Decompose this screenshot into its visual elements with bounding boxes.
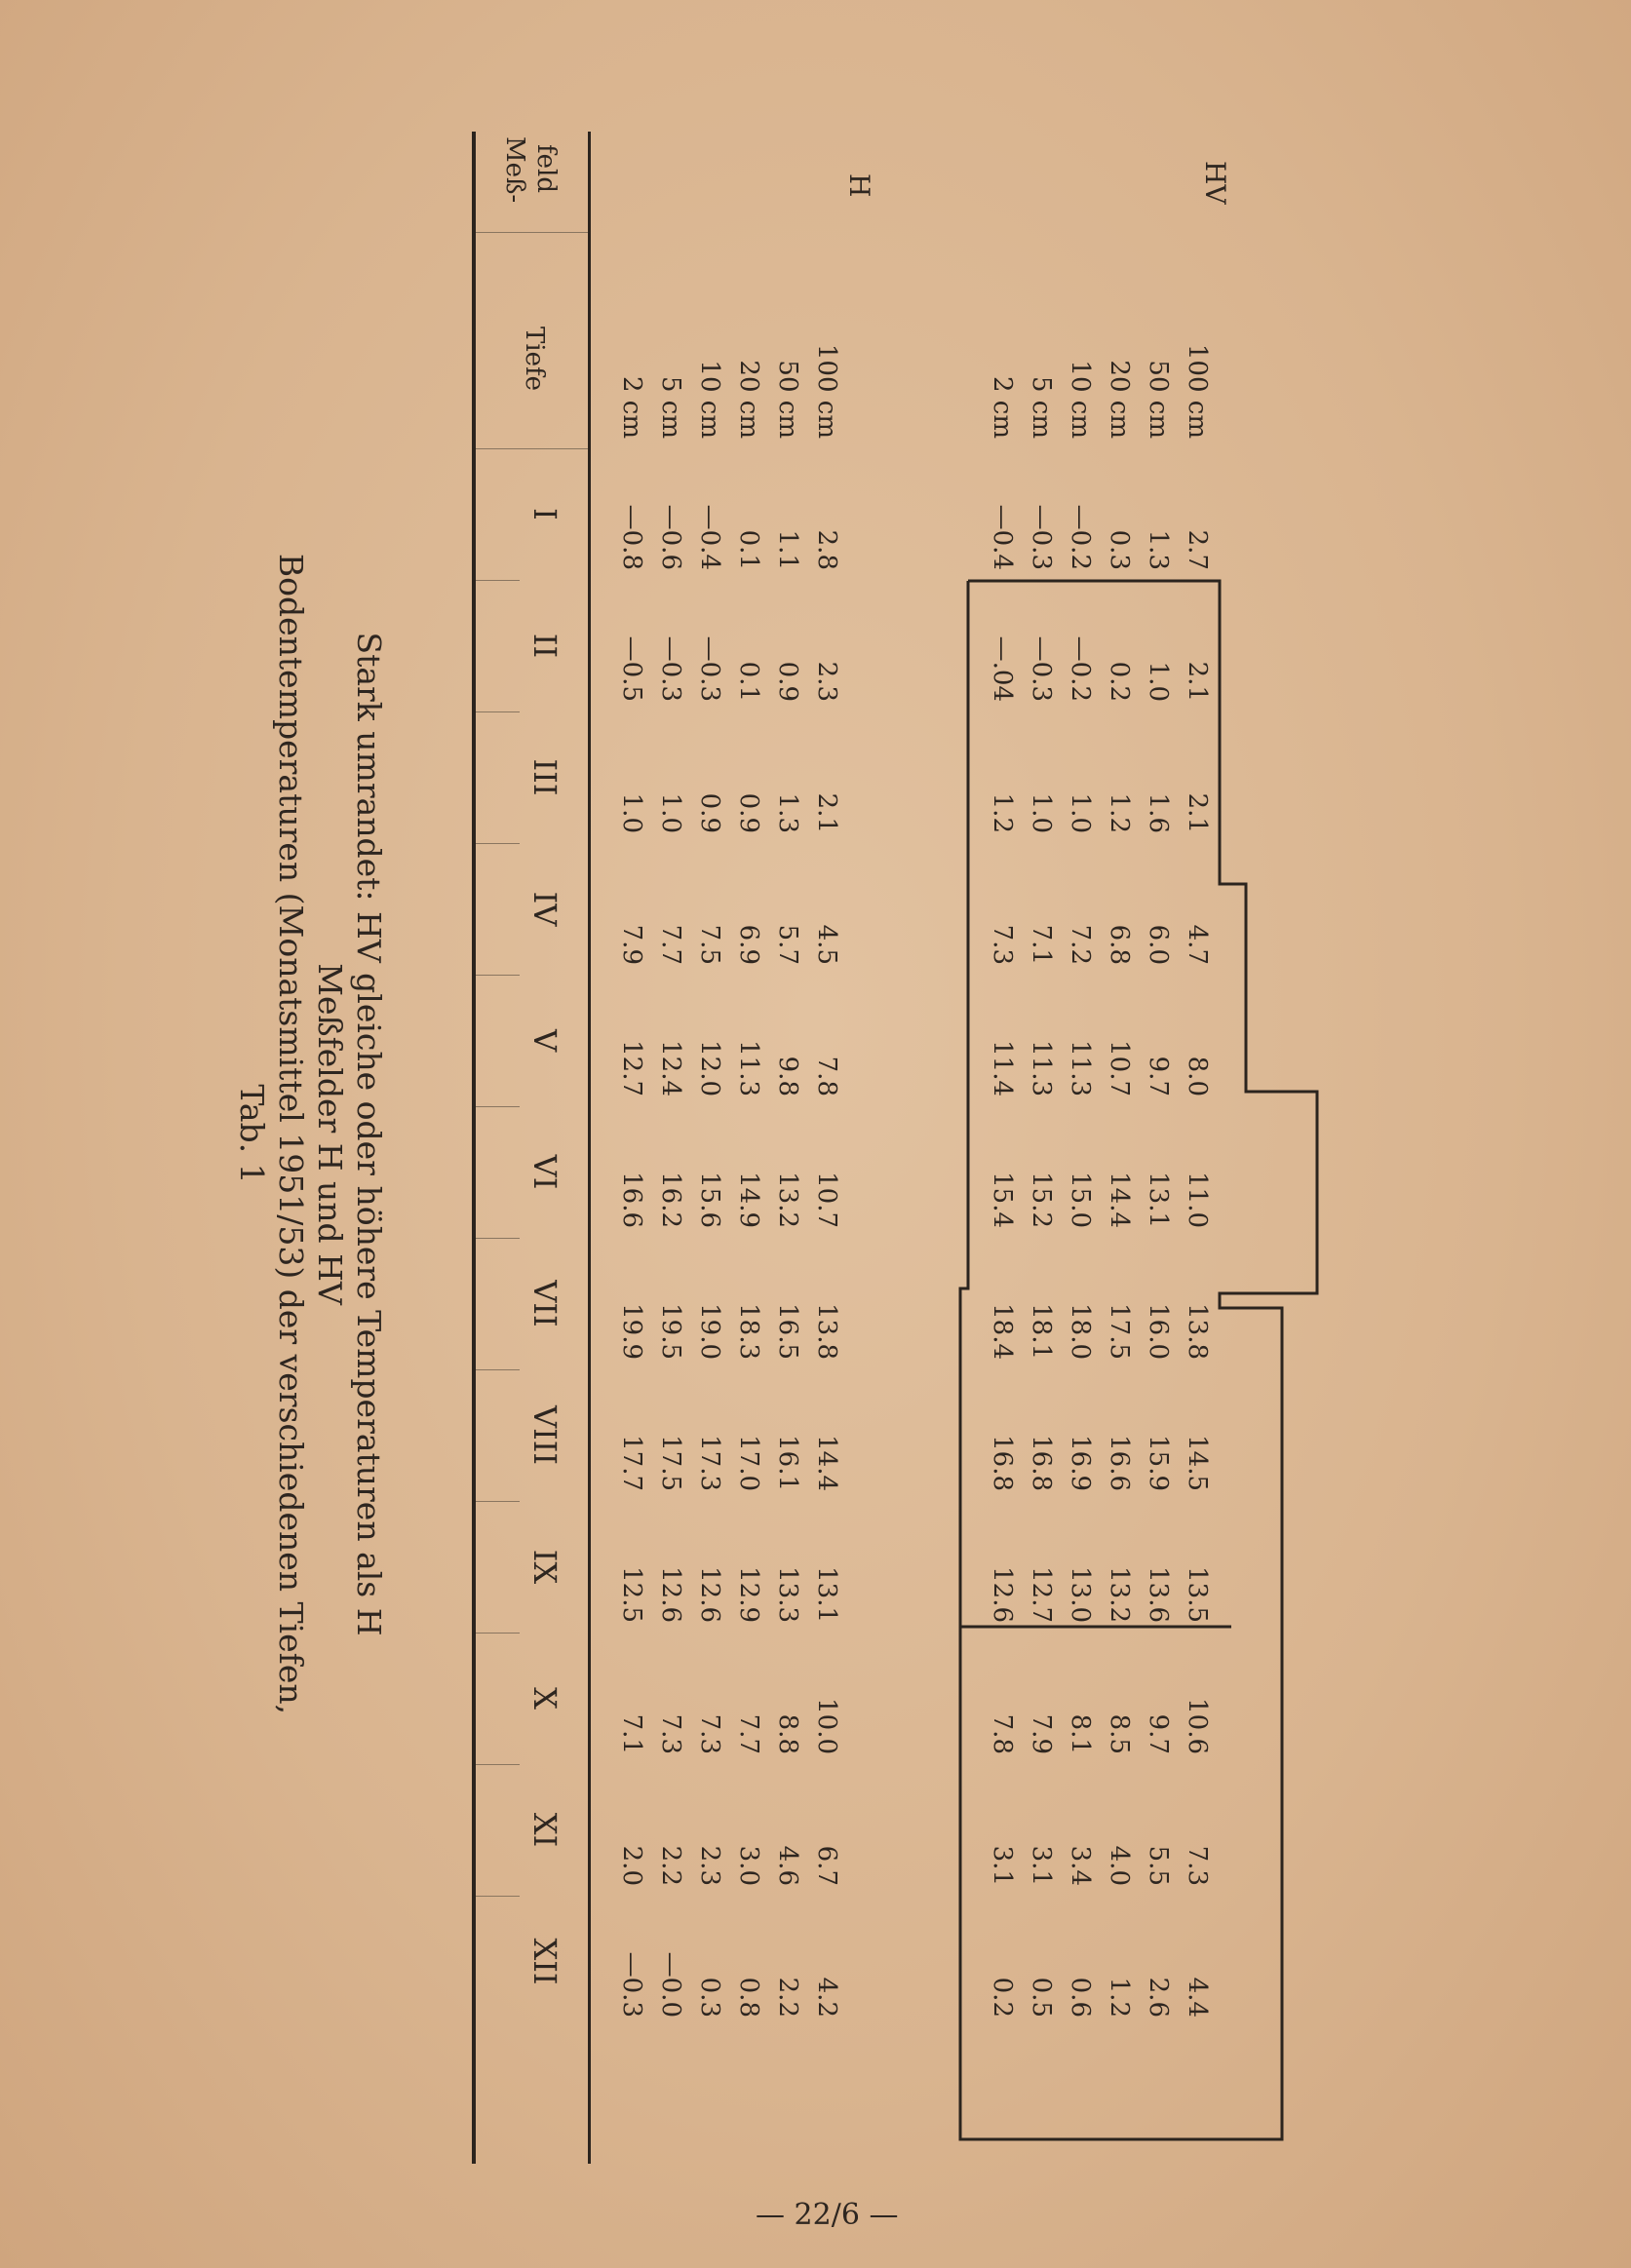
table-cell: 0.3: [695, 1977, 724, 2018]
table-cell: 1.0: [1066, 792, 1095, 833]
table-cell: 7.8: [812, 1056, 841, 1096]
depth-label: 20 cm: [1105, 360, 1134, 439]
month-header: IV: [526, 891, 563, 927]
table-cell: 11.3: [1027, 1040, 1056, 1096]
table-cell: 7.7: [734, 1713, 763, 1754]
table-cell: 12.5: [617, 1566, 646, 1623]
table-cell: 0.9: [734, 792, 763, 833]
depth-label: 5 cm: [656, 375, 685, 439]
table-cell: 10.7: [812, 1172, 841, 1228]
table-cell: 7.9: [617, 924, 646, 965]
table-cell: 6.0: [1144, 924, 1173, 965]
table-cell: 12.6: [988, 1566, 1017, 1623]
table-cell: 7.3: [656, 1713, 685, 1754]
table-cell: 4.5: [812, 924, 841, 965]
table-cell: 3.0: [734, 1845, 763, 1886]
table-cell: 12.4: [656, 1040, 685, 1096]
table-cell: 19.0: [695, 1303, 724, 1360]
table-cell: 7.9: [1027, 1713, 1056, 1754]
table-cell: 0.2: [988, 1977, 1017, 2018]
depth-label: 5 cm: [1027, 375, 1056, 439]
frame-outline: [960, 581, 1317, 2139]
depth-label: 20 cm: [734, 360, 763, 439]
table-cell: —0.4: [988, 504, 1017, 570]
table-cell: 4.7: [1183, 924, 1212, 965]
table-cell: 4.2: [812, 1977, 841, 2018]
table-cell: 2.3: [812, 661, 841, 702]
table-cell: 7.3: [988, 924, 1017, 965]
table-cell: 16.5: [773, 1303, 802, 1360]
month-header: X: [526, 1687, 563, 1710]
table-cell: 12.6: [695, 1566, 724, 1623]
table-cell: 16.6: [617, 1172, 646, 1228]
table-cell: 1.2: [1105, 792, 1134, 833]
depth-label: 10 cm: [695, 360, 724, 439]
table-cell: 11.4: [988, 1040, 1017, 1096]
table-cell: 1.6: [1144, 792, 1173, 833]
table-cell: 1.1: [773, 529, 802, 570]
table-cell: 7.1: [617, 1713, 646, 1754]
table-cell: —0.3: [617, 1951, 646, 2018]
table-cell: 0.1: [734, 661, 763, 702]
depth-label: 50 cm: [773, 360, 802, 439]
table-cell: 14.9: [734, 1172, 763, 1228]
table-cell: 1.0: [617, 792, 646, 833]
table-cell: 17.0: [734, 1435, 763, 1491]
table-subtitle-3: Stark umrandet: HV gleiche oder höhere Temperaturen als H: [350, 632, 388, 1636]
table-cell: —.04: [988, 635, 1017, 702]
table-cell: 7.2: [1066, 924, 1095, 965]
month-header: II: [526, 633, 563, 659]
table-cell: 13.6: [1144, 1566, 1173, 1623]
table-cell: 4.0: [1105, 1845, 1134, 1886]
table-cell: 7.1: [1027, 924, 1056, 965]
table-cell: —0.3: [695, 635, 724, 702]
table-cell: 15.6: [695, 1172, 724, 1228]
table-cell: 13.8: [1183, 1303, 1212, 1360]
table-cell: 19.5: [656, 1303, 685, 1360]
table-cell: 15.2: [1027, 1172, 1056, 1228]
month-header: VII: [526, 1280, 563, 1327]
table-cell: 0.1: [734, 529, 763, 570]
table-cell: 2.1: [1183, 661, 1212, 702]
table-cell: 0.9: [695, 792, 724, 833]
messfeld-header: Meß-: [500, 136, 529, 204]
table-cell: 4.6: [773, 1845, 802, 1886]
month-header: VI: [526, 1154, 563, 1190]
tiefe-header: Tiefe: [520, 327, 549, 392]
table-cell: 1.2: [988, 792, 1017, 833]
table-cell: 13.1: [1144, 1172, 1173, 1228]
table-cell: 16.0: [1144, 1303, 1173, 1360]
table-cell: 14.4: [812, 1435, 841, 1491]
table-cell: —0.2: [1066, 504, 1095, 570]
table-cell: 9.7: [1144, 1713, 1173, 1754]
table-cell: 0.6: [1066, 1977, 1095, 2018]
table-cell: 1.0: [1027, 792, 1056, 833]
table-cell: 1.0: [1144, 661, 1173, 702]
table-cell: 0.5: [1027, 1977, 1056, 2018]
table-cell: 2.3: [695, 1845, 724, 1886]
table-cell: 7.8: [988, 1713, 1017, 1754]
table-cell: 15.9: [1144, 1435, 1173, 1491]
table-cell: —0.3: [1027, 504, 1056, 570]
table-cell: 12.6: [656, 1566, 685, 1623]
table-cell: 11.3: [734, 1040, 763, 1096]
group-label-h: H: [843, 173, 875, 198]
depth-label: 2 cm: [988, 375, 1017, 439]
table-cell: 12.7: [1027, 1566, 1056, 1623]
table-cell: 7.7: [656, 924, 685, 965]
month-header: VIII: [526, 1404, 563, 1466]
table-cell: 2.0: [617, 1845, 646, 1886]
table-cell: 7.3: [695, 1713, 724, 1754]
table-cell: 3.1: [988, 1845, 1017, 1886]
table-cell: 17.3: [695, 1435, 724, 1491]
table-cell: 2.2: [656, 1845, 685, 1886]
table-title: Tab. 1: [233, 1084, 271, 1184]
depth-label: 10 cm: [1066, 360, 1095, 439]
table-cell: 18.1: [1027, 1303, 1056, 1360]
table-cell: 10.6: [1183, 1698, 1212, 1754]
table-cell: 10.0: [812, 1698, 841, 1754]
month-header: I: [526, 508, 563, 520]
table-cell: 1.3: [773, 792, 802, 833]
table-cell: 9.8: [773, 1056, 802, 1096]
table-cell: 18.0: [1066, 1303, 1095, 1360]
table-cell: 0.2: [1105, 661, 1134, 702]
table-cell: 3.1: [1027, 1845, 1056, 1886]
table-cell: 8.8: [773, 1713, 802, 1754]
table-cell: 13.5: [1183, 1566, 1212, 1623]
month-header: XI: [526, 1812, 563, 1848]
table-cell: 4.4: [1183, 1977, 1212, 2018]
depth-label: 50 cm: [1144, 360, 1173, 439]
table-cell: 5.5: [1144, 1845, 1173, 1886]
table-cell: 9.7: [1144, 1056, 1173, 1096]
table-cell: 18.4: [988, 1303, 1017, 1360]
table-cell: 14.5: [1183, 1435, 1212, 1491]
table-cell: 13.2: [1105, 1566, 1134, 1623]
table-cell: 2.8: [812, 529, 841, 570]
table-cell: 1.3: [1144, 529, 1173, 570]
depth-label: 100 cm: [812, 343, 841, 439]
table-cell: 7.3: [1183, 1845, 1212, 1886]
table-cell: 13.8: [812, 1303, 841, 1360]
table-cell: 19.9: [617, 1303, 646, 1360]
table-subtitle-1: Bodentemperaturen (Monatsmittel 1951/53) der verschiedenen Tiefen,: [272, 553, 310, 1715]
table-cell: 8.0: [1183, 1056, 1212, 1096]
table-cell: 0.8: [734, 1977, 763, 2018]
table-cell: 2.1: [812, 792, 841, 833]
month-header: XII: [526, 1938, 563, 1985]
table-cell: 6.7: [812, 1845, 841, 1886]
table-cell: 8.5: [1105, 1713, 1134, 1754]
table-cell: —0.3: [1027, 635, 1056, 702]
table-cell: 12.9: [734, 1566, 763, 1623]
messfeld-header: feld: [531, 144, 561, 193]
table-cell: 0.3: [1105, 529, 1134, 570]
table-cell: 7.5: [695, 924, 724, 965]
table-cell: 2.7: [1183, 529, 1212, 570]
table-cell: 17.5: [1105, 1303, 1134, 1360]
table-cell: 6.8: [1105, 924, 1134, 965]
table-cell: 6.9: [734, 924, 763, 965]
table-cell: 11.0: [1183, 1172, 1212, 1228]
table-cell: —0.4: [695, 504, 724, 570]
table-cell: —0.5: [617, 635, 646, 702]
table-cell: 11.3: [1066, 1040, 1095, 1096]
table-cell: 0.9: [773, 661, 802, 702]
table-cell: —0.0: [656, 1951, 685, 2018]
table-cell: 16.2: [656, 1172, 685, 1228]
table-cell: —0.2: [1066, 635, 1095, 702]
month-header: V: [526, 1028, 563, 1053]
table-cell: 13.0: [1066, 1566, 1095, 1623]
table-cell: 2.6: [1144, 1977, 1173, 2018]
table-cell: 12.0: [695, 1040, 724, 1096]
table-cell: 10.7: [1105, 1040, 1134, 1096]
table-cell: —0.8: [617, 504, 646, 570]
table-cell: 18.3: [734, 1303, 763, 1360]
month-header: III: [526, 758, 563, 796]
table-cell: 2.2: [773, 1977, 802, 2018]
table-cell: 1.0: [656, 792, 685, 833]
page-number: — 22/6 —: [756, 2198, 899, 2232]
table-cell: 13.3: [773, 1566, 802, 1623]
depth-label: 100 cm: [1183, 343, 1212, 439]
table-cell: 12.7: [617, 1040, 646, 1096]
table-cell: 2.1: [1183, 792, 1212, 833]
table-cell: 5.7: [773, 924, 802, 965]
table-cell: 16.6: [1105, 1435, 1134, 1491]
table-cell: 17.7: [617, 1435, 646, 1491]
table-cell: —0.3: [656, 635, 685, 702]
table-cell: —0.6: [656, 504, 685, 570]
table-subtitle-2: Meßfelder H und HV: [311, 963, 349, 1305]
table-cell: 16.8: [988, 1435, 1017, 1491]
table-cell: 1.2: [1105, 1977, 1134, 2018]
table-cell: 8.1: [1066, 1713, 1095, 1754]
table-cell: 15.0: [1066, 1172, 1095, 1228]
table-cell: 16.8: [1027, 1435, 1056, 1491]
table-cell: 16.9: [1066, 1435, 1095, 1491]
table-cell: 3.4: [1066, 1845, 1095, 1886]
table-cell: 13.1: [812, 1566, 841, 1623]
table-cell: 16.1: [773, 1435, 802, 1491]
depth-label: 2 cm: [617, 375, 646, 439]
table-cell: 13.2: [773, 1172, 802, 1228]
table-cell: 14.4: [1105, 1172, 1134, 1228]
month-header: IX: [526, 1549, 563, 1585]
group-label-hv: HV: [1199, 161, 1231, 205]
table-cell: 15.4: [988, 1172, 1017, 1228]
table-cell: 17.5: [656, 1435, 685, 1491]
